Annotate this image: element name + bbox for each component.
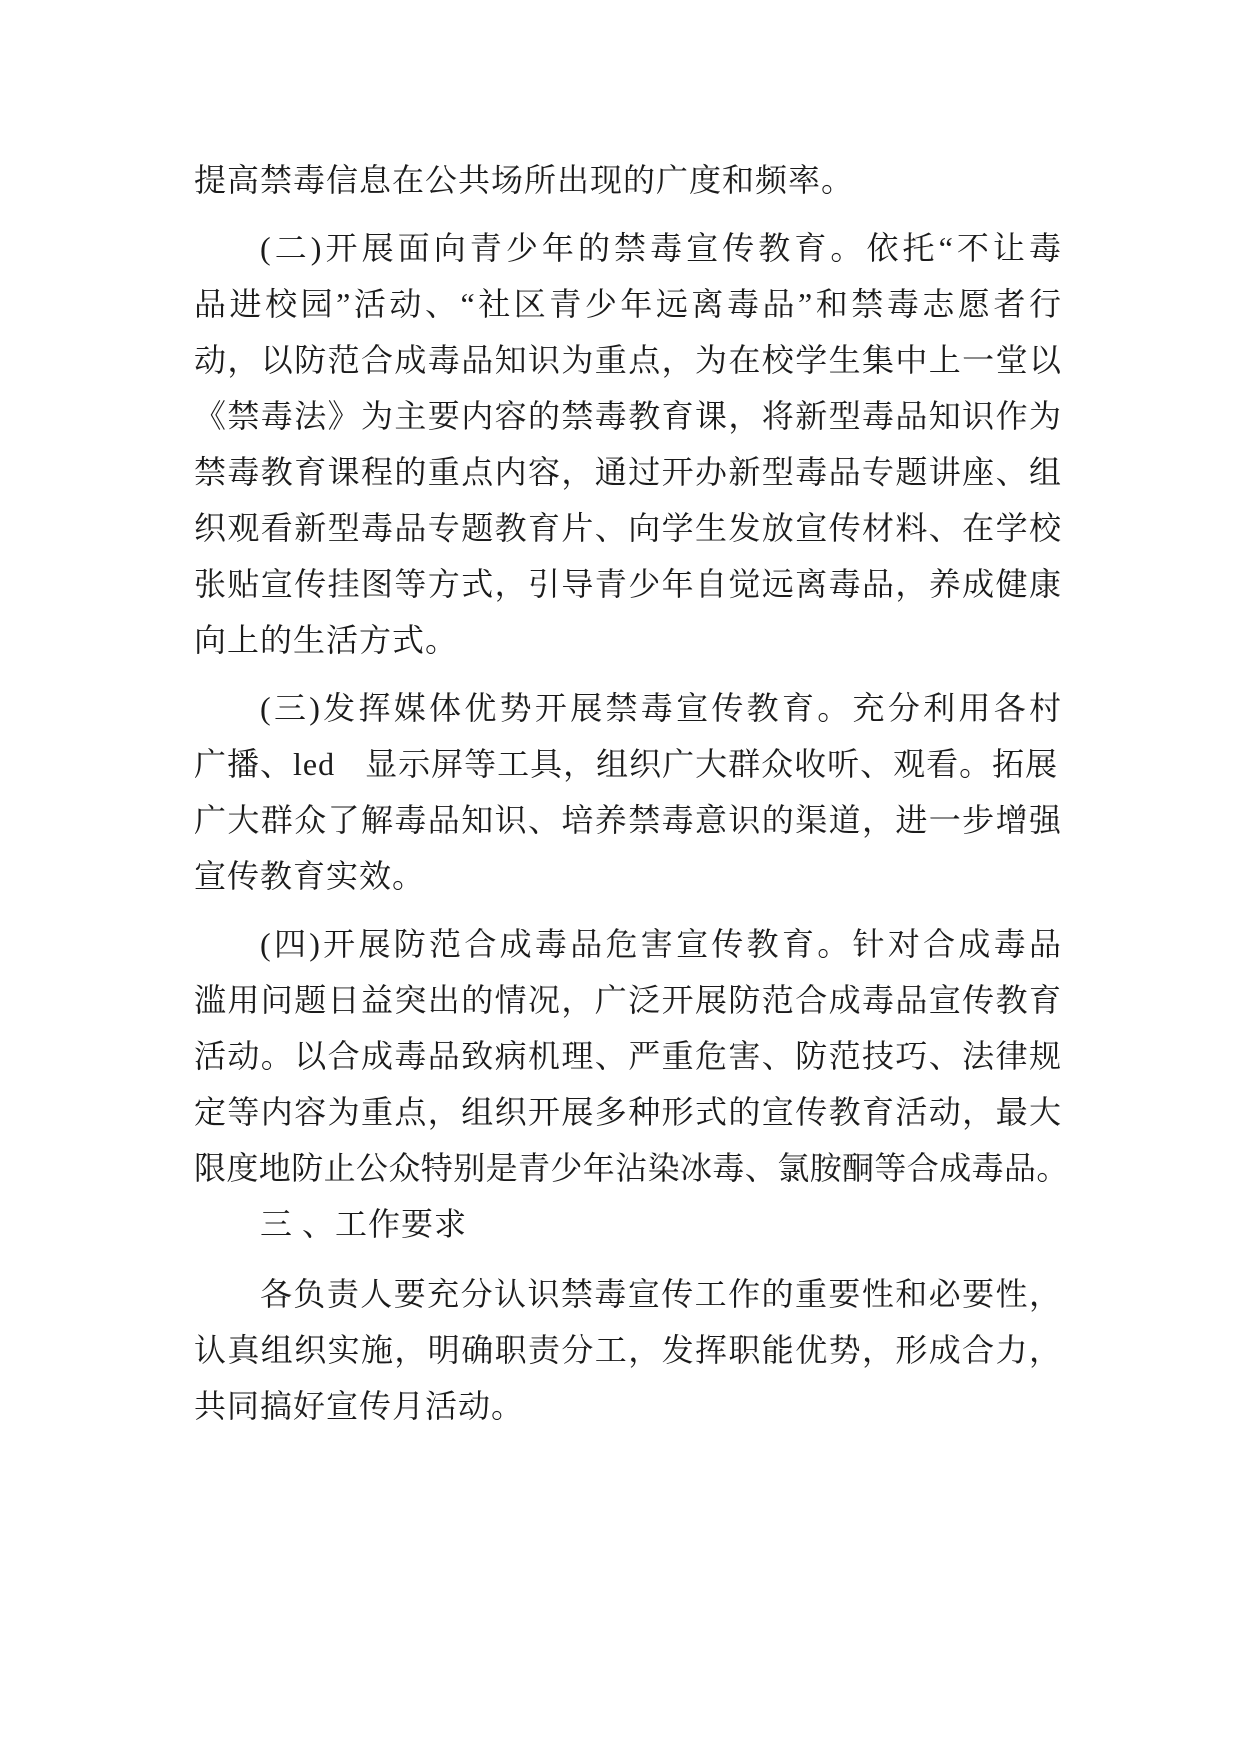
text-line: (四)开展防范合成毒品危害宣传教育。针对合成毒品: [260, 926, 1062, 962]
text-line: 活动。以合成毒品致病机理、严重危害、防范技巧、法律规: [194, 1038, 1062, 1074]
paragraph-synthetic-drugs: [194, 916, 1094, 1196]
text-line: 认真组织实施，明确职责分工，发挥职能优势，形成合力，: [194, 1332, 1062, 1368]
text-line: 提高禁毒信息在公共场所出现的广度和频率。: [194, 162, 855, 198]
section-heading: [194, 1196, 1094, 1252]
text-line: 品进校园”活动、“社区青少年远离毒品”和禁毒志愿者行: [194, 286, 1062, 322]
paragraph-youth-education: [194, 220, 1094, 668]
text-line: 广播、led 显示屏等工具，组织广大群众收听、观看。拓展: [194, 746, 1059, 782]
text-line: 广大群众了解毒品知识、培养禁毒意识的渠道，进一步增强: [194, 802, 1062, 838]
text-line: 滥用问题日益突出的情况，广泛开展防范合成毒品宣传教育: [194, 982, 1062, 1018]
document-body: [194, 152, 1094, 1434]
text-line: 各负责人要充分认识禁毒宣传工作的重要性和必要性，: [260, 1276, 1062, 1312]
section-heading-text: 三 、工作要求: [260, 1206, 468, 1242]
text-line: 禁毒教育课程的重点内容，通过开办新型毒品专题讲座、组: [194, 454, 1062, 490]
text-line: 宣传教育实效。: [194, 858, 426, 894]
text-line: 动，以防范合成毒品知识为重点，为在校学生集中上一堂以: [194, 342, 1062, 378]
text-line: 《禁毒法》为主要内容的禁毒教育课，将新型毒品知识作为: [194, 398, 1062, 434]
paragraph-continuation: [194, 152, 1094, 208]
paragraph-work-requirements: [194, 1266, 1094, 1434]
text-line: (三)发挥媒体优势开展禁毒宣传教育。充分利用各村: [260, 690, 1062, 726]
text-line: 张贴宣传挂图等方式，引导青少年自觉远离毒品，养成健康: [194, 566, 1062, 602]
text-line: 织观看新型毒品专题教育片、向学生发放宣传材料、在学校: [194, 510, 1062, 546]
text-line: (二)开展面向青少年的禁毒宣传教育。依托“不让毒: [260, 230, 1062, 266]
text-line: 向上的生活方式。: [194, 622, 459, 658]
text-line: 共同搞好宣传月活动。: [194, 1388, 525, 1424]
text-line: 限度地防止公众特别是青少年沾染冰毒、氯胺酮等合成毒品。: [194, 1150, 1069, 1186]
paragraph-media-education: [194, 680, 1094, 904]
text-line: 定等内容为重点，组织开展多种形式的宣传教育活动，最大: [194, 1094, 1062, 1130]
